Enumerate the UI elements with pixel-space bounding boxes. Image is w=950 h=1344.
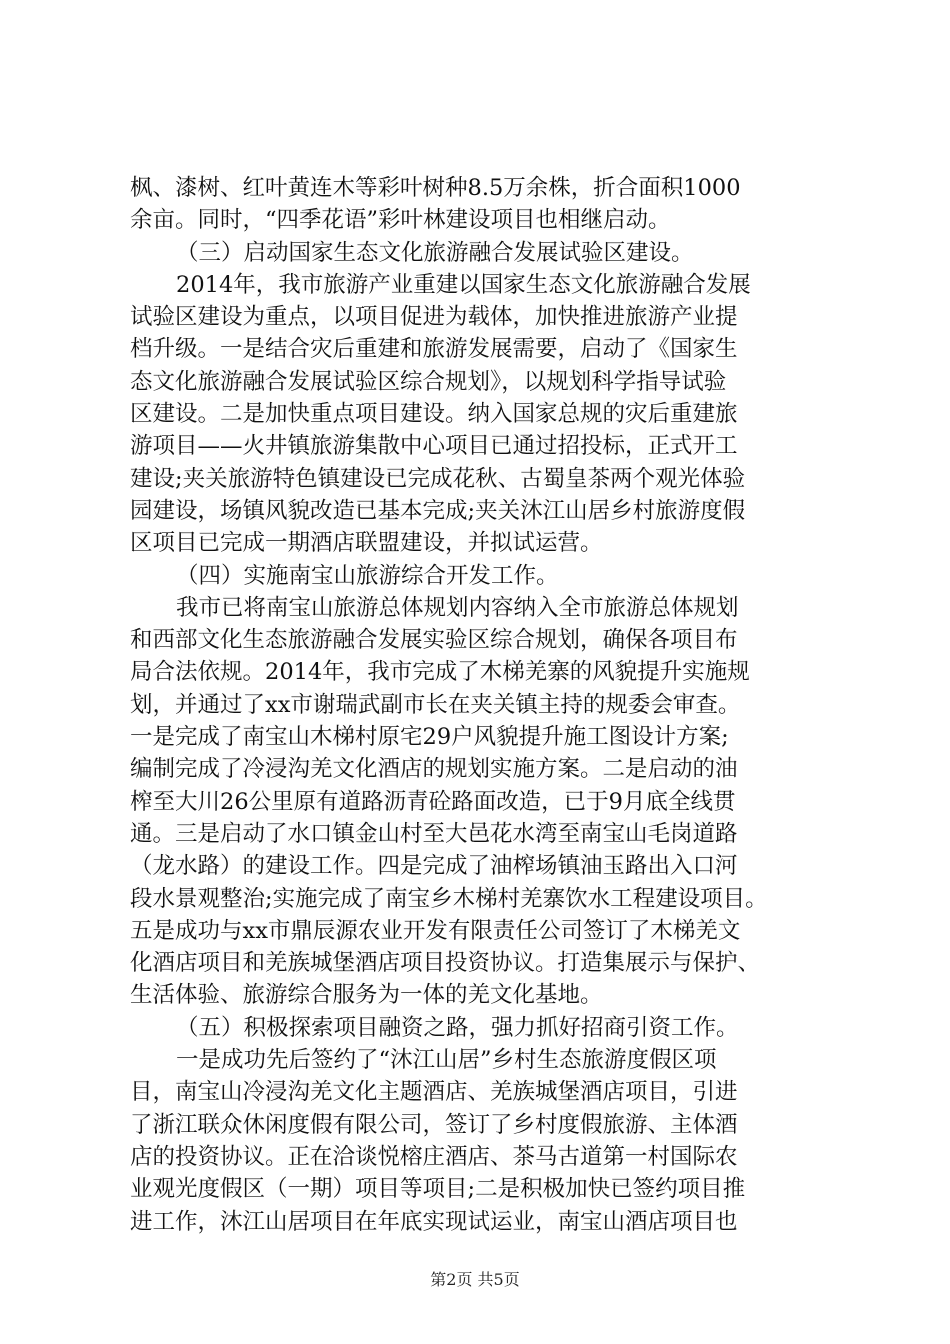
paragraph-line: 进工作，沐江山居项目在年底实现试运业，南宝山酒店项目也 bbox=[130, 1208, 738, 1235]
paragraph-line: 游项目——火井镇旅游集散中心项目已通过招投标，正式开工 bbox=[130, 433, 738, 460]
paragraph-line: 了浙江联众休闲度假有限公司，签订了乡村度假旅游、主体酒 bbox=[130, 1111, 738, 1138]
paragraph-line: 区项目已完成一期酒店联盟建设，并拟试运营。 bbox=[130, 530, 603, 557]
paragraph-line: 段水景观整治;实施完成了南宝乡木梯村羌寨饮水工程建设项目。 bbox=[130, 885, 768, 912]
paragraph-line: 余亩。同时，“四季花语”彩叶林建设项目也相继启动。 bbox=[130, 207, 671, 234]
paragraph-line: 店的投资协议。正在洽谈悦榕庄酒店、茶马古道第一村国际农 bbox=[130, 1143, 738, 1170]
document-body bbox=[130, 172, 830, 1238]
paragraph-line: 化酒店项目和羌族城堡酒店项目投资协议。打造集展示与保护、 bbox=[130, 950, 761, 977]
section-heading: （四）实施南宝山旅游综合开发工作。 bbox=[176, 562, 559, 589]
paragraph-line: 一是完成了南宝山木梯村原宅29户风貌提升施工图设计方案; bbox=[130, 724, 729, 751]
paragraph-line: 态文化旅游融合发展试验区综合规划》，以规划科学指导试验 bbox=[130, 368, 727, 395]
paragraph-line: 园建设，场镇风貌改造已基本完成;夹关沐江山居乡村旅游度假 bbox=[130, 497, 746, 524]
section-heading: （五）积极探索项目融资之路，强力抓好招商引资工作。 bbox=[176, 1014, 739, 1041]
paragraph-line: 榨至大川26公里原有道路沥青砼路面改造，已于9月底全线贯 bbox=[130, 788, 736, 815]
paragraph-line: 试验区建设为重点，以项目促进为载体，加快推进旅游产业提 bbox=[130, 304, 738, 331]
paragraph-line: （龙水路）的建设工作。四是完成了油榨场镇油玉路出入口河 bbox=[130, 853, 738, 880]
paragraph-line: 和西部文化生态旅游融合发展实验区综合规划，确保各项目布 bbox=[130, 627, 738, 654]
paragraph-line: 一是成功先后签约了“沐江山居”乡村生态旅游度假区项 bbox=[176, 1047, 717, 1074]
paragraph-line: 我市已将南宝山旅游总体规划内容纳入全市旅游总体规划 bbox=[176, 594, 739, 621]
paragraph-line: 划，并通过了xx市谢瑞武副市长在夹关镇主持的规委会审查。 bbox=[130, 691, 741, 718]
paragraph-line: 生活体验、旅游综合服务为一体的羌文化基地。 bbox=[130, 982, 603, 1009]
paragraph-line: 业观光度假区（一期）项目等项目;二是积极加快已签约项目推 bbox=[130, 1176, 746, 1203]
paragraph-line: 档升级。一是结合灾后重建和旅游发展需要，启动了《国家生 bbox=[130, 336, 738, 363]
section-heading: （三）启动国家生态文化旅游融合发展试验区建设。 bbox=[176, 239, 694, 266]
paragraph-line: 建设;夹关旅游特色镇建设已完成花秋、古蜀皇茶两个观光体验 bbox=[130, 465, 746, 492]
paragraph-line: 通。三是启动了水口镇金山村至大邑花水湾至南宝山毛岗道路 bbox=[130, 820, 738, 847]
page-footer: 第2页 共5页 bbox=[430, 1270, 520, 1289]
paragraph-line: 2014年，我市旅游产业重建以国家生态文化旅游融合发展 bbox=[176, 271, 751, 298]
paragraph-line: 五是成功与xx市鼎辰源农业开发有限责任公司签订了木梯羌文 bbox=[130, 917, 741, 944]
paragraph-line: 局合法依规。2014年，我市完成了木梯羌寨的风貌提升实施规 bbox=[130, 659, 750, 686]
paragraph-line: 目，南宝山冷浸沟羌文化主题酒店、羌族城堡酒店项目，引进 bbox=[130, 1079, 738, 1106]
paragraph-line: 编制完成了冷浸沟羌文化酒店的规划实施方案。二是启动的油 bbox=[130, 756, 738, 783]
paragraph-line: 区建设。二是加快重点项目建设。纳入国家总规的灾后重建旅 bbox=[130, 401, 738, 428]
paragraph-line: 枫、漆树、红叶黄连木等彩叶树种8.5万余株，折合面积1000 bbox=[130, 175, 741, 201]
